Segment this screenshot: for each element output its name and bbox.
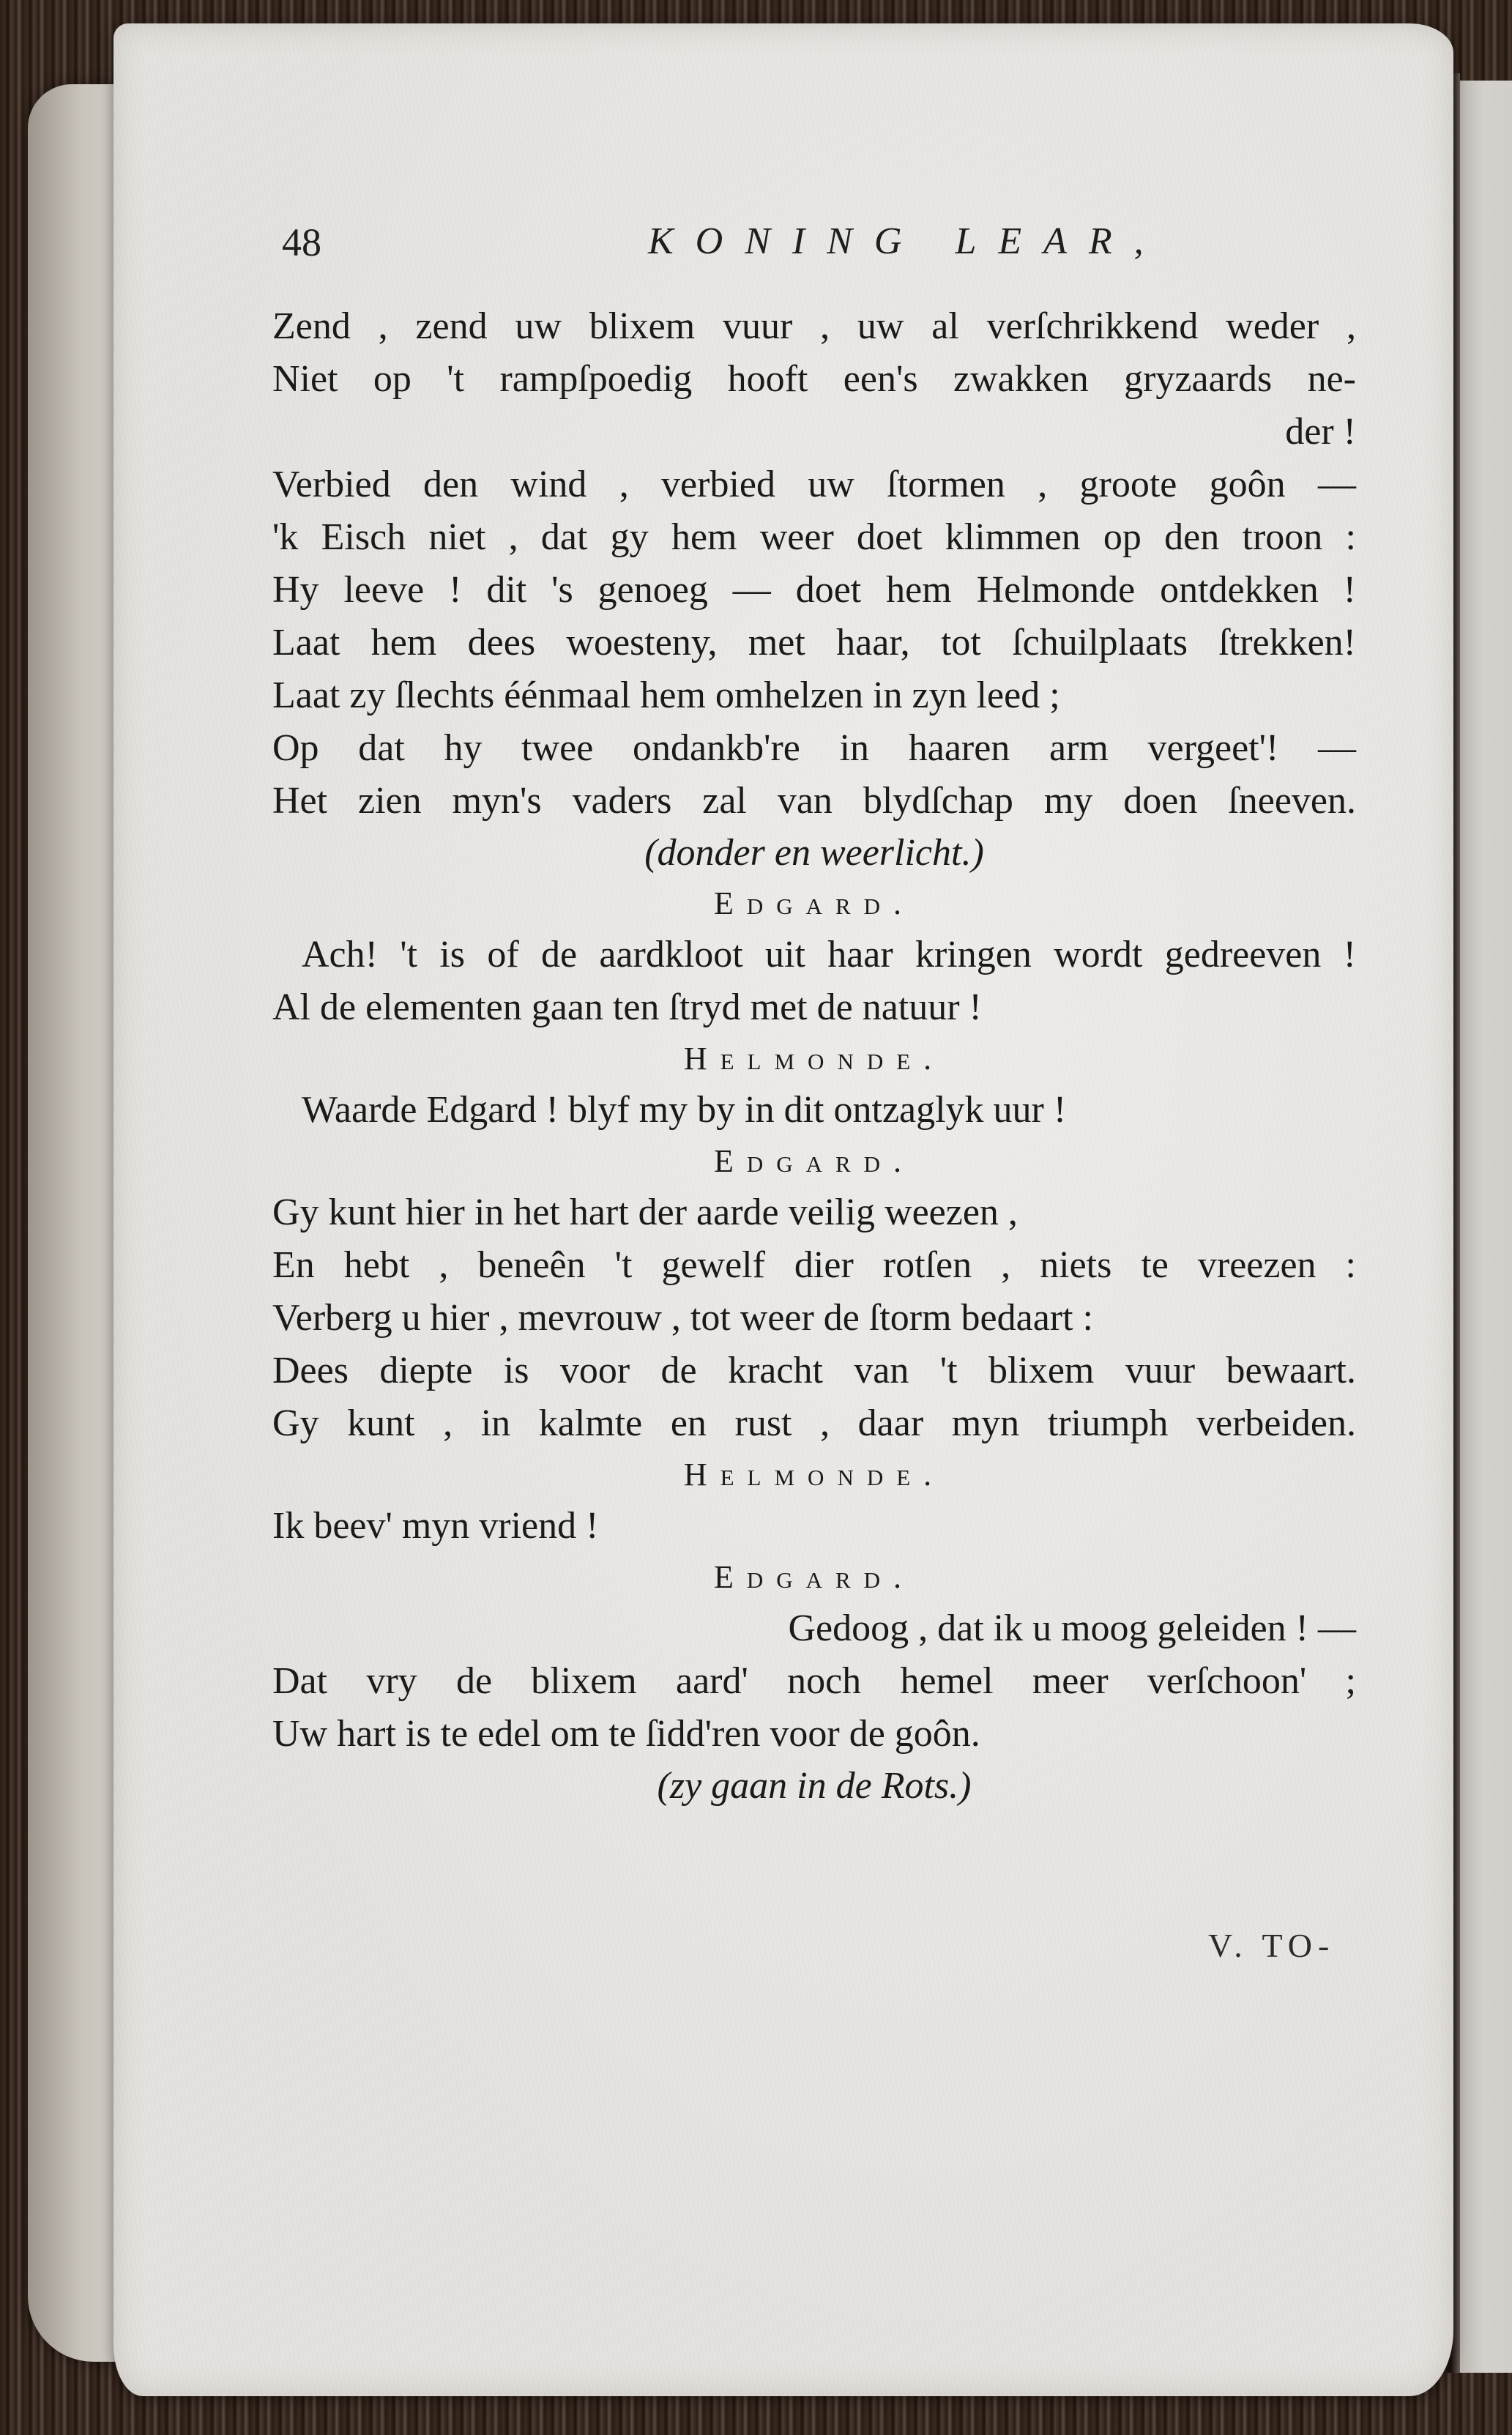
speaker-name: Edgard. (713, 1559, 915, 1595)
speaker-name: Helmonde. (683, 1457, 945, 1492)
stage-direction: (donder en weerlicht.) (644, 832, 984, 874)
verse-line: Laat hem dees woesteny, met haar, tot ſchuilplaats ſtrekken! (272, 622, 1356, 663)
verse-line: Ach! 't is of de aardkloot uit haar kringen wordt gedreeven ! (302, 934, 1356, 975)
verse-line: Laat zy ſlechts éénmaal hem omhelzen in zyn leed ; (272, 674, 1060, 716)
play-text (272, 300, 1356, 1812)
speaker-name: Helmonde. (683, 1041, 945, 1077)
verse-line: Dat vry de blixem aard' noch hemel meer verſchoon' ; (272, 1660, 1356, 1702)
verse-line: Al de elementen gaan ten ſtryd met de natuur ! (272, 986, 982, 1028)
verse-line: En hebt , beneên 't gewelf dier rotſen , niets te vreezen : (272, 1244, 1356, 1286)
verse-line: Het zien myn's vaders zal van blydſchap my doen ſneeven. (272, 780, 1356, 822)
verse-line: Gy kunt , in kalmte en rust , daar myn triumph verbeiden. (272, 1402, 1356, 1444)
running-head-title: KONING LEAR, (648, 220, 1166, 262)
verse-line: 'k Eisch niet , dat gy hem weer doet klimmen op den troon : (272, 516, 1356, 558)
verse-line: Verbied den wind , verbied uw ſtormen , groote goôn — (272, 464, 1356, 505)
speaker-name: Edgard. (713, 885, 915, 921)
stage-direction: (zy gaan in de Rots.) (657, 1765, 972, 1807)
verse-line: Uw hart is te edel om te ſidd'ren voor de goôn. (272, 1713, 980, 1755)
verse-line: Hy leeve ! dit 's genoeg — doet hem Helmonde ontdekken ! (272, 569, 1356, 611)
verse-line: Dees diepte is voor de kracht van 't blixem vuur bewaart. (272, 1350, 1356, 1391)
verse-line: Gy kunt hier in het hart der aarde veilig weezen , (272, 1192, 1018, 1233)
facing-page-edge (1457, 81, 1512, 2373)
catchword: V. TO- (1208, 1927, 1336, 1964)
verse-line: Op dat hy twee ondankb're in haaren arm vergeet'! — (272, 727, 1356, 769)
verse-line: Ik beev' myn vriend ! (272, 1505, 599, 1547)
verse-line: Niet op 't rampſpoedig hooft een's zwakken gryzaards ne- (272, 358, 1356, 400)
verse-line: Zend , zend uw blixem vuur , uw al verſchrikkend weder , (272, 305, 1356, 347)
verse-line-continuation: der ! (1285, 411, 1356, 453)
verse-line: Waarde Edgard ! blyf my by in dit ontzaglyk uur ! (302, 1089, 1067, 1131)
running-head (113, 220, 1453, 278)
verse-line: Verberg u hier , mevrouw , tot weer de ſtorm bedaart : (272, 1297, 1093, 1339)
page-number: 48 (282, 220, 321, 264)
speaker-name: Edgard. (713, 1143, 915, 1179)
verse-line-half: Gedoog , dat ik u moog geleiden ! — (788, 1607, 1356, 1649)
